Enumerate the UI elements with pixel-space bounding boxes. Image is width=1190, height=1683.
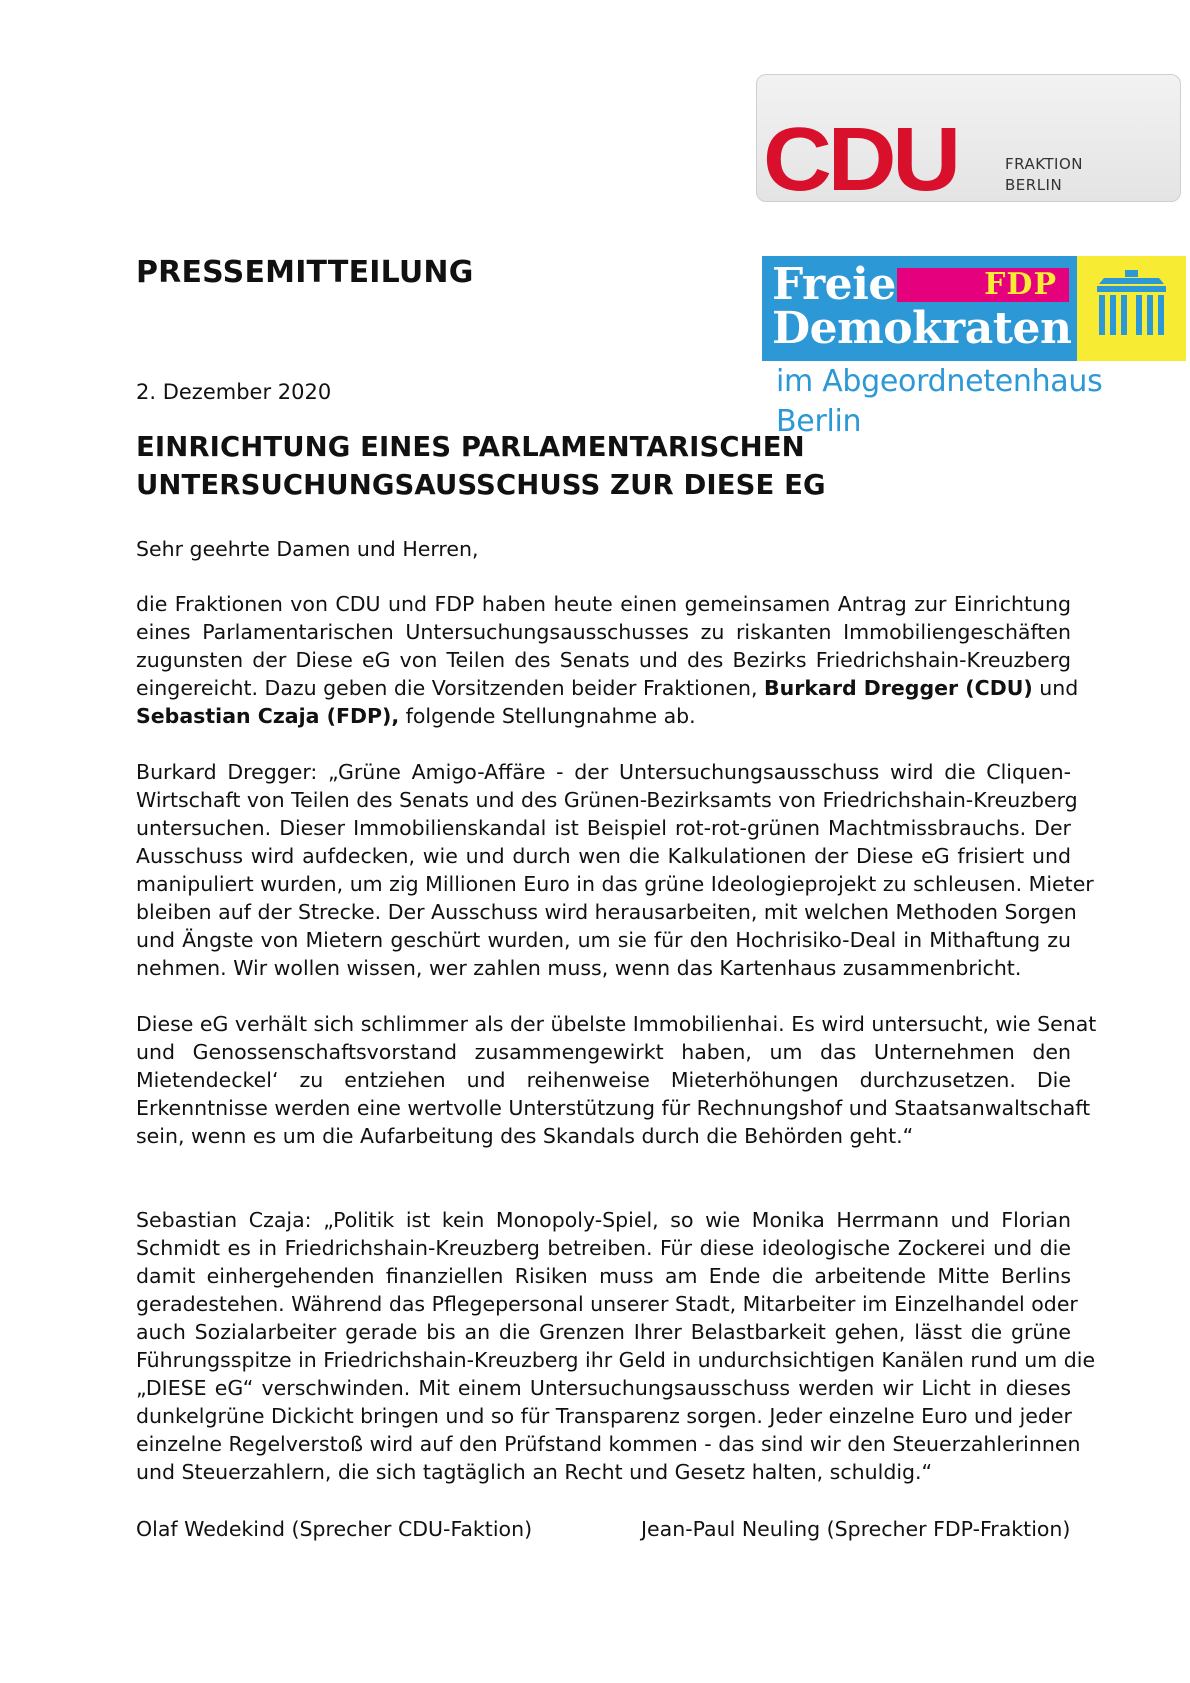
- fdp-logo-badge-text: FDP: [984, 267, 1057, 302]
- paragraph-line: manipuliert wurden, um zig Millionen Euro in das grüne Ideologieprojekt zu schleusen. Mieter: [136, 872, 1094, 896]
- paragraph-line: Burkard Dregger: „Grüne Amigo-Affäre - der Untersuchungsausschuss wird die Cliquen-: [136, 760, 1071, 784]
- fdp-logo-yellow-field: [1077, 256, 1186, 361]
- cdu-logo-wordmark: CDU: [763, 110, 957, 210]
- document-type-heading: PRESSEMITTEILUNG: [136, 255, 474, 290]
- speaker-name-cdu: Burkard Dregger (CDU): [764, 676, 1033, 700]
- paragraph-line: eines Parlamentarischen Untersuchungsausschusses zu riskanten Immobiliengeschäften: [136, 620, 1071, 644]
- paragraph-line: Führungsspitze in Friedrichshain-Kreuzberg ihr Geld in undurchsichtigen Kanälen rund um die: [136, 1348, 1096, 1372]
- document-date: 2. Dezember 2020: [136, 380, 332, 404]
- paragraph-line: Mietendeckel‘ zu entziehen und reihenweise Mieterhöhungen durchzusetzen. Die: [136, 1068, 1071, 1092]
- paragraph-line: Ausschuss wird aufdecken, wie und durch wen die Kalkulationen der Diese eG frisiert und: [136, 844, 1071, 868]
- cdu-logo-subline-1: FRAKTION: [1005, 155, 1083, 173]
- signature-cdu-spokesperson: Olaf Wedekind (Sprecher CDU-Faktion): [136, 1517, 533, 1541]
- paragraph-line: auch Sozialarbeiter gerade bis an die Grenzen Ihrer Belastbarkeit gehen, lässt die grüne: [136, 1320, 1071, 1344]
- paragraph-line: Wirtschaft von Teilen des Senats und des Grünen-Bezirksamts von Friedrichshain-Kreuzberg: [136, 788, 1078, 812]
- paragraph-line: „DIESE eG“ verschwinden. Mit einem Untersuchungsausschuss werden wir Licht in dieses: [136, 1376, 1071, 1400]
- paragraph-line: nehmen. Wir wollen wissen, wer zahlen muss, wenn das Kartenhaus zusammenbricht.: [136, 956, 1022, 980]
- paragraph-text: folgende Stellungnahme ab.: [399, 704, 696, 728]
- paragraph-line: und Ängste von Mietern geschürt wurden, um sie für den Hochrisiko-Deal in Mithaftung zu: [136, 928, 1071, 952]
- cdu-logo-subline-2: BERLIN: [1005, 176, 1063, 194]
- document-headline: [136, 428, 936, 504]
- salutation: Sehr geehrte Damen und Herren,: [136, 537, 479, 561]
- paragraph-line: dunkelgrüne Dickicht bringen und so für Transparenz sorgen. Jeder einzelne Euro und jeder: [136, 1404, 1072, 1428]
- fdp-logo-blue-field: [762, 256, 1077, 361]
- paragraph-line: damit einhergehenden finanziellen Risiken muss am Ende die arbeitende Mitte Berlins: [136, 1264, 1071, 1288]
- fdp-logo-word-freie: Freie: [772, 259, 896, 310]
- fdp-logo: [762, 256, 1186, 361]
- paragraph-line: [136, 702, 1071, 730]
- paragraph-line: einzelne Regelverstoß wird auf den Prüfstand kommen - das sind wir den Steuerzahlerinnen: [136, 1432, 1081, 1456]
- paragraph-line: untersuchen. Dieser Immobilienskandal ist Beispiel rot-rot-grünen Machtmissbrauchs. Der: [136, 816, 1071, 840]
- paragraph-line: Sebastian Czaja: „Politik ist kein Monopoly-Spiel, so wie Monika Herrmann und Florian: [136, 1208, 1071, 1232]
- paragraph-line: [136, 674, 1079, 702]
- paragraph-line: sein, wenn es um die Aufarbeitung des Skandals durch die Behörden geht.“: [136, 1124, 914, 1148]
- paragraph-line: und Genossenschaftsvorstand zusammengewirkt haben, um das Unternehmen den: [136, 1040, 1071, 1064]
- paragraph-line: zugunsten der Diese eG von Teilen des Senats und des Bezirks Friedrichshain-Kreuzberg: [136, 648, 1071, 672]
- fdp-logo-subline: im Abgeordnetenhaus Berlin: [776, 364, 1103, 439]
- brandenburg-gate-icon: [1077, 256, 1186, 361]
- fdp-logo-badge: [897, 268, 1069, 302]
- paragraph-line: Diese eG verhält sich schlimmer als der übelste Immobilienhai. Es wird untersucht, wie Senat: [136, 1012, 1097, 1036]
- paragraph-line: bleiben auf der Strecke. Der Ausschuss wird herausarbeiten, mit welchen Methoden Sorgen: [136, 900, 1077, 924]
- paragraph-text: eingereicht. Dazu geben die Vorsitzenden beider Fraktionen,: [136, 676, 765, 700]
- paragraph-line: geradestehen. Während das Pflegepersonal unserer Stadt, Mitarbeiter im Einzelhandel oder: [136, 1292, 1078, 1316]
- fdp-logo-word-demokraten: Demokraten: [772, 303, 1072, 354]
- cdu-logo: [756, 74, 1181, 210]
- paragraph-line: und Steuerzahlern, die sich tagtäglich an Recht und Gesetz halten, schuldig.“: [136, 1460, 933, 1484]
- paragraph-line: die Fraktionen von CDU und FDP haben heute einen gemeinsamen Antrag zur Einrichtung: [136, 592, 1071, 616]
- paragraph-line: Erkenntnisse werden eine wertvolle Unterstützung für Rechnungshof und Staatsanwaltschaft: [136, 1096, 1091, 1120]
- paragraph-line: Schmidt es in Friedrichshain-Kreuzberg betreiben. Für diese ideologische Zockerei und die: [136, 1236, 1071, 1260]
- headline-line: UNTERSUCHUNGSAUSSCHUSS ZUR DIESE EG: [136, 469, 826, 501]
- headline-line: EINRICHTUNG EINES PARLAMENTARISCHEN: [136, 431, 805, 463]
- signature-fdp-spokesperson: Jean-Paul Neuling (Sprecher FDP-Fraktion): [641, 1517, 1071, 1541]
- speaker-name-fdp: Sebastian Czaja (FDP),: [136, 704, 400, 728]
- paragraph-text: und: [1032, 676, 1079, 700]
